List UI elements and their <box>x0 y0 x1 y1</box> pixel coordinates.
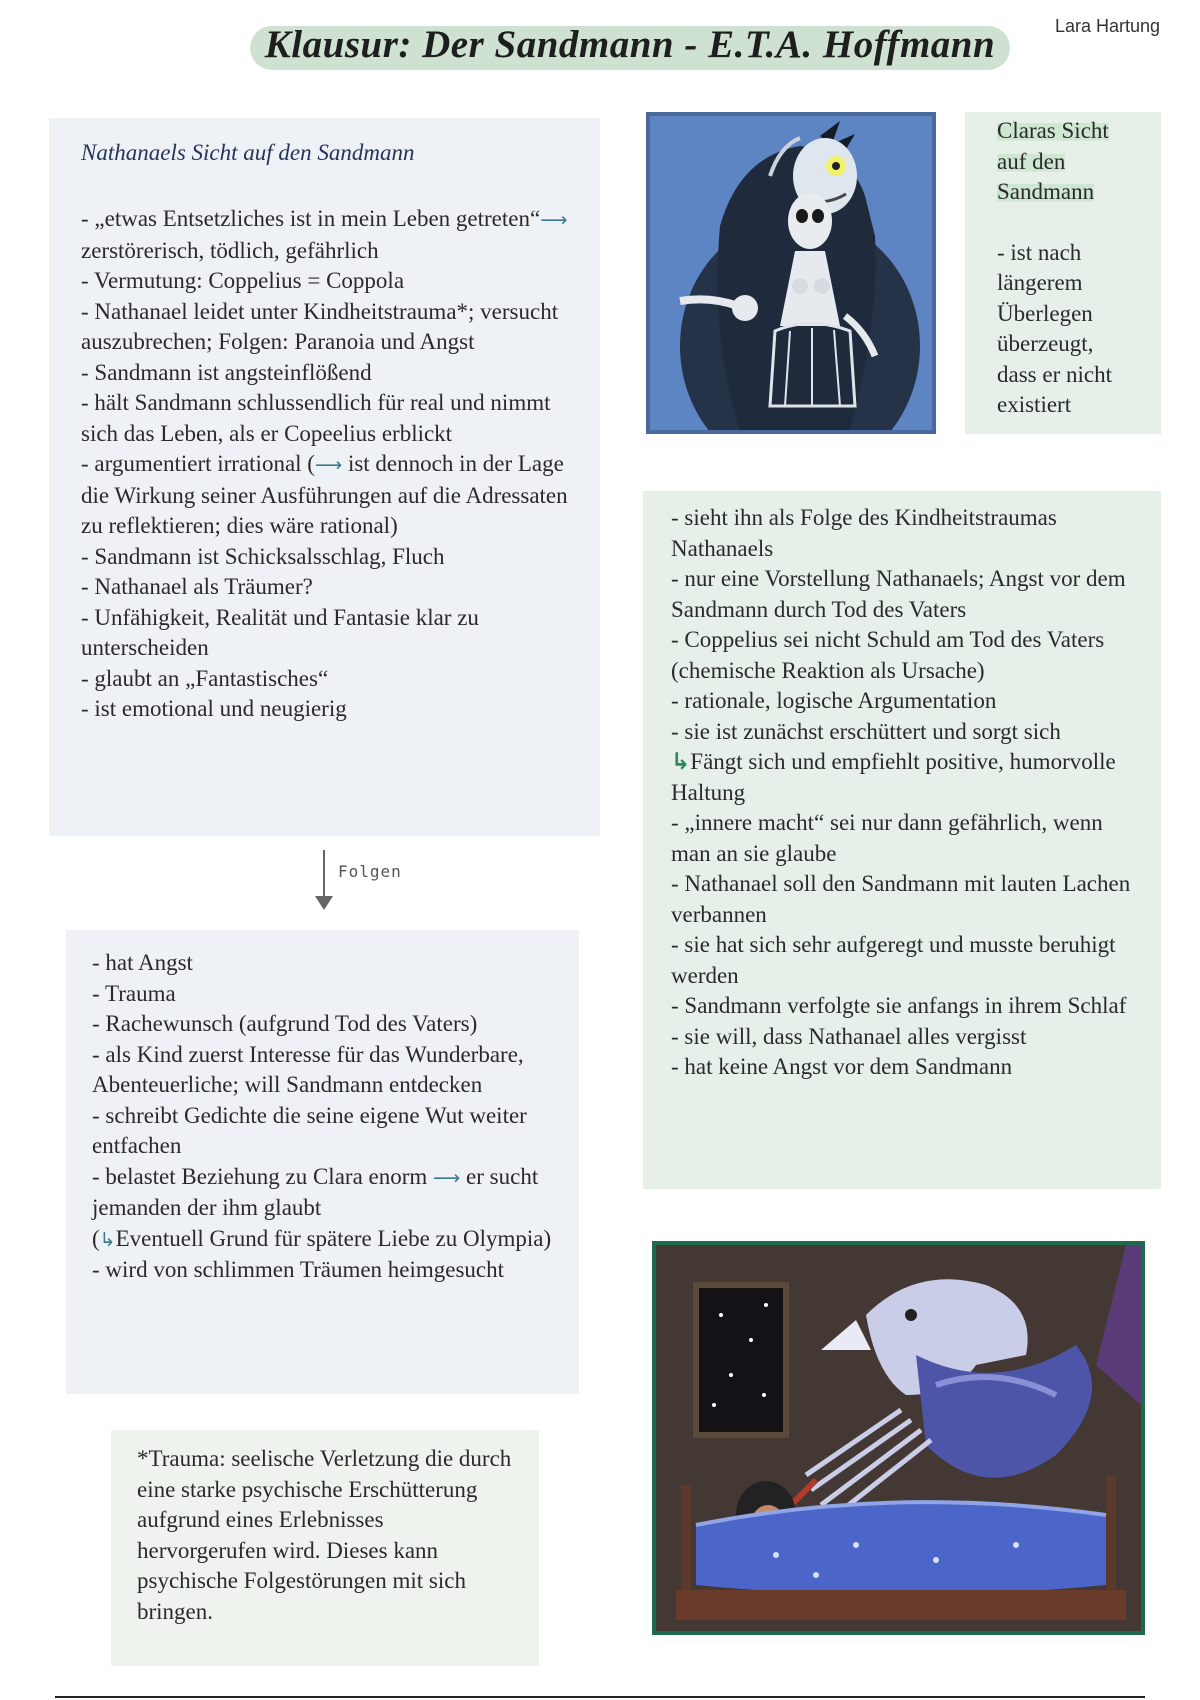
clara-details-box <box>643 491 1161 1189</box>
list-item: - hat Angst <box>92 950 193 975</box>
page-title: Klausur: Der Sandmann - E.T.A. Hoffmann <box>264 23 996 66</box>
sandmann-drawing <box>650 116 932 430</box>
list-item: - wird von schlimmen Träumen heimgesucht <box>92 1257 505 1282</box>
list-item: - als Kind zuerst Interesse für das Wunderbare, Abenteuerliche; will Sandmann entdecken <box>92 1041 524 1097</box>
list-item: - glaubt an „Fantastisches“ <box>81 665 329 691</box>
list-item: - ist emotional und neugierig <box>81 696 347 721</box>
list-item: - argumentiert irrational (⟶ ist dennoch in der Lage die Wirkung seiner Ausführungen auf die Adressaten zu reflektieren; dies wäre rational) <box>81 451 568 538</box>
list-item: - schreibt Gedichte die seine eigene Wut weiter entfachen <box>92 1102 527 1158</box>
list-item: - sie ist zunächst erschüttert und sorgt sich <box>671 718 1061 744</box>
arrow-icon: ⟶ <box>540 209 568 231</box>
nightmare-drawing <box>656 1245 1141 1631</box>
list-item: - Vermutung: Coppelius = Coppola <box>81 268 405 293</box>
author-name: Lara Hartung <box>1055 16 1161 36</box>
consequences-list <box>92 948 553 1286</box>
list-item: - Sandmann ist Schicksalsschlag, Fluch <box>81 543 445 569</box>
nathanael-list <box>81 204 568 725</box>
bottom-divider <box>55 1696 1145 1698</box>
list-item: - Nathanael als Träumer? <box>81 574 313 599</box>
list-item: - Trauma <box>92 980 176 1006</box>
list-item: - Sandmann verfolgte sie anfangs in ihrem Schlaf <box>671 993 1127 1018</box>
list-item: ↳Fängt sich und empfiehlt positive, humorvolle Haltung <box>671 749 1116 805</box>
list-item: - Coppelius sei nicht Schuld am Tod des Vaters (chemische Reaktion als Ursache) <box>671 627 1105 683</box>
list-item: - Rachewunsch (aufgrund Tod des Vaters) <box>92 1011 478 1036</box>
nightmare-illustration <box>652 1241 1145 1635</box>
arrow-down-icon <box>314 848 340 912</box>
list-item: - Nathanael soll den Sandmann mit lauten Lachen verbannen <box>671 871 1131 927</box>
clara-intro: - ist nach längerem Überlegen überzeugt, dass er nicht existiert <box>997 239 1112 417</box>
consequences-box <box>66 930 579 1394</box>
list-item: - Unfähigkeit, Realität und Fantasie klar zu unterscheiden <box>81 604 479 660</box>
trauma-definition: *Trauma: seelische Verletzung die durch eine starke psychische Erschütterung aufgrund eines Erlebnisses hervorgerufen wird. Dieses kann psychische Folgestörungen mit sich bringen. <box>137 1446 512 1624</box>
hook-arrow-icon: ↳ <box>99 1228 116 1251</box>
sandmann-illustration <box>646 112 936 434</box>
list-item: - sie will, dass Nathanael alles vergisst <box>671 1023 1027 1049</box>
trauma-definition-box <box>111 1430 539 1666</box>
list-item: - sie hat sich sehr aufgeregt und musste beruhigt werden <box>671 932 1116 988</box>
list-item: (↳Eventuell Grund für spätere Liebe zu Olympia) <box>92 1225 552 1251</box>
list-item: - sieht ihn als Folge des Kindheitstraumas Nathanaels <box>671 505 1057 561</box>
folgen-label: Folgen <box>338 862 402 881</box>
list-item: - Nathanael leidet unter Kindheitstrauma*; versucht auszubrechen; Folgen: Paranoia und Angst <box>81 298 559 354</box>
nathanael-heading: Nathanaels Sicht auf den Sandmann <box>81 140 415 165</box>
list-item: - hält Sandmann schlussendlich für real und nimmt sich das Leben, als er Copeelius erblickt <box>81 390 551 446</box>
clara-list <box>671 503 1133 1083</box>
arrow-icon: ⟶ <box>433 1166 461 1189</box>
nathanael-view-box <box>49 118 600 836</box>
list-item: - nur eine Vorstellung Nathanaels; Angst vor dem Sandmann durch Tod des Vaters <box>671 566 1126 622</box>
list-item: - Sandmann ist angsteinflößend <box>81 359 372 385</box>
clara-view-box <box>965 112 1161 434</box>
list-item: - rationale, logische Argumentation <box>671 688 997 713</box>
hook-arrow-icon: ↳ <box>671 749 691 775</box>
list-item: - „etwas Entsetzliches ist in mein Leben getreten“⟶ zerstörerisch, tödlich, gefährlich <box>81 206 568 263</box>
list-item: - belastet Beziehung zu Clara enorm ⟶ er sucht jemanden der ihm glaubt <box>92 1163 539 1220</box>
list-item: - hat keine Angst vor dem Sandmann <box>671 1054 1013 1079</box>
list-item: - „innere macht“ sei nur dann gefährlich, wenn man an sie glaube <box>671 810 1103 866</box>
arrow-icon: ⟶ <box>314 454 343 476</box>
clara-heading: Claras Sicht auf den Sandmann <box>997 118 1109 204</box>
